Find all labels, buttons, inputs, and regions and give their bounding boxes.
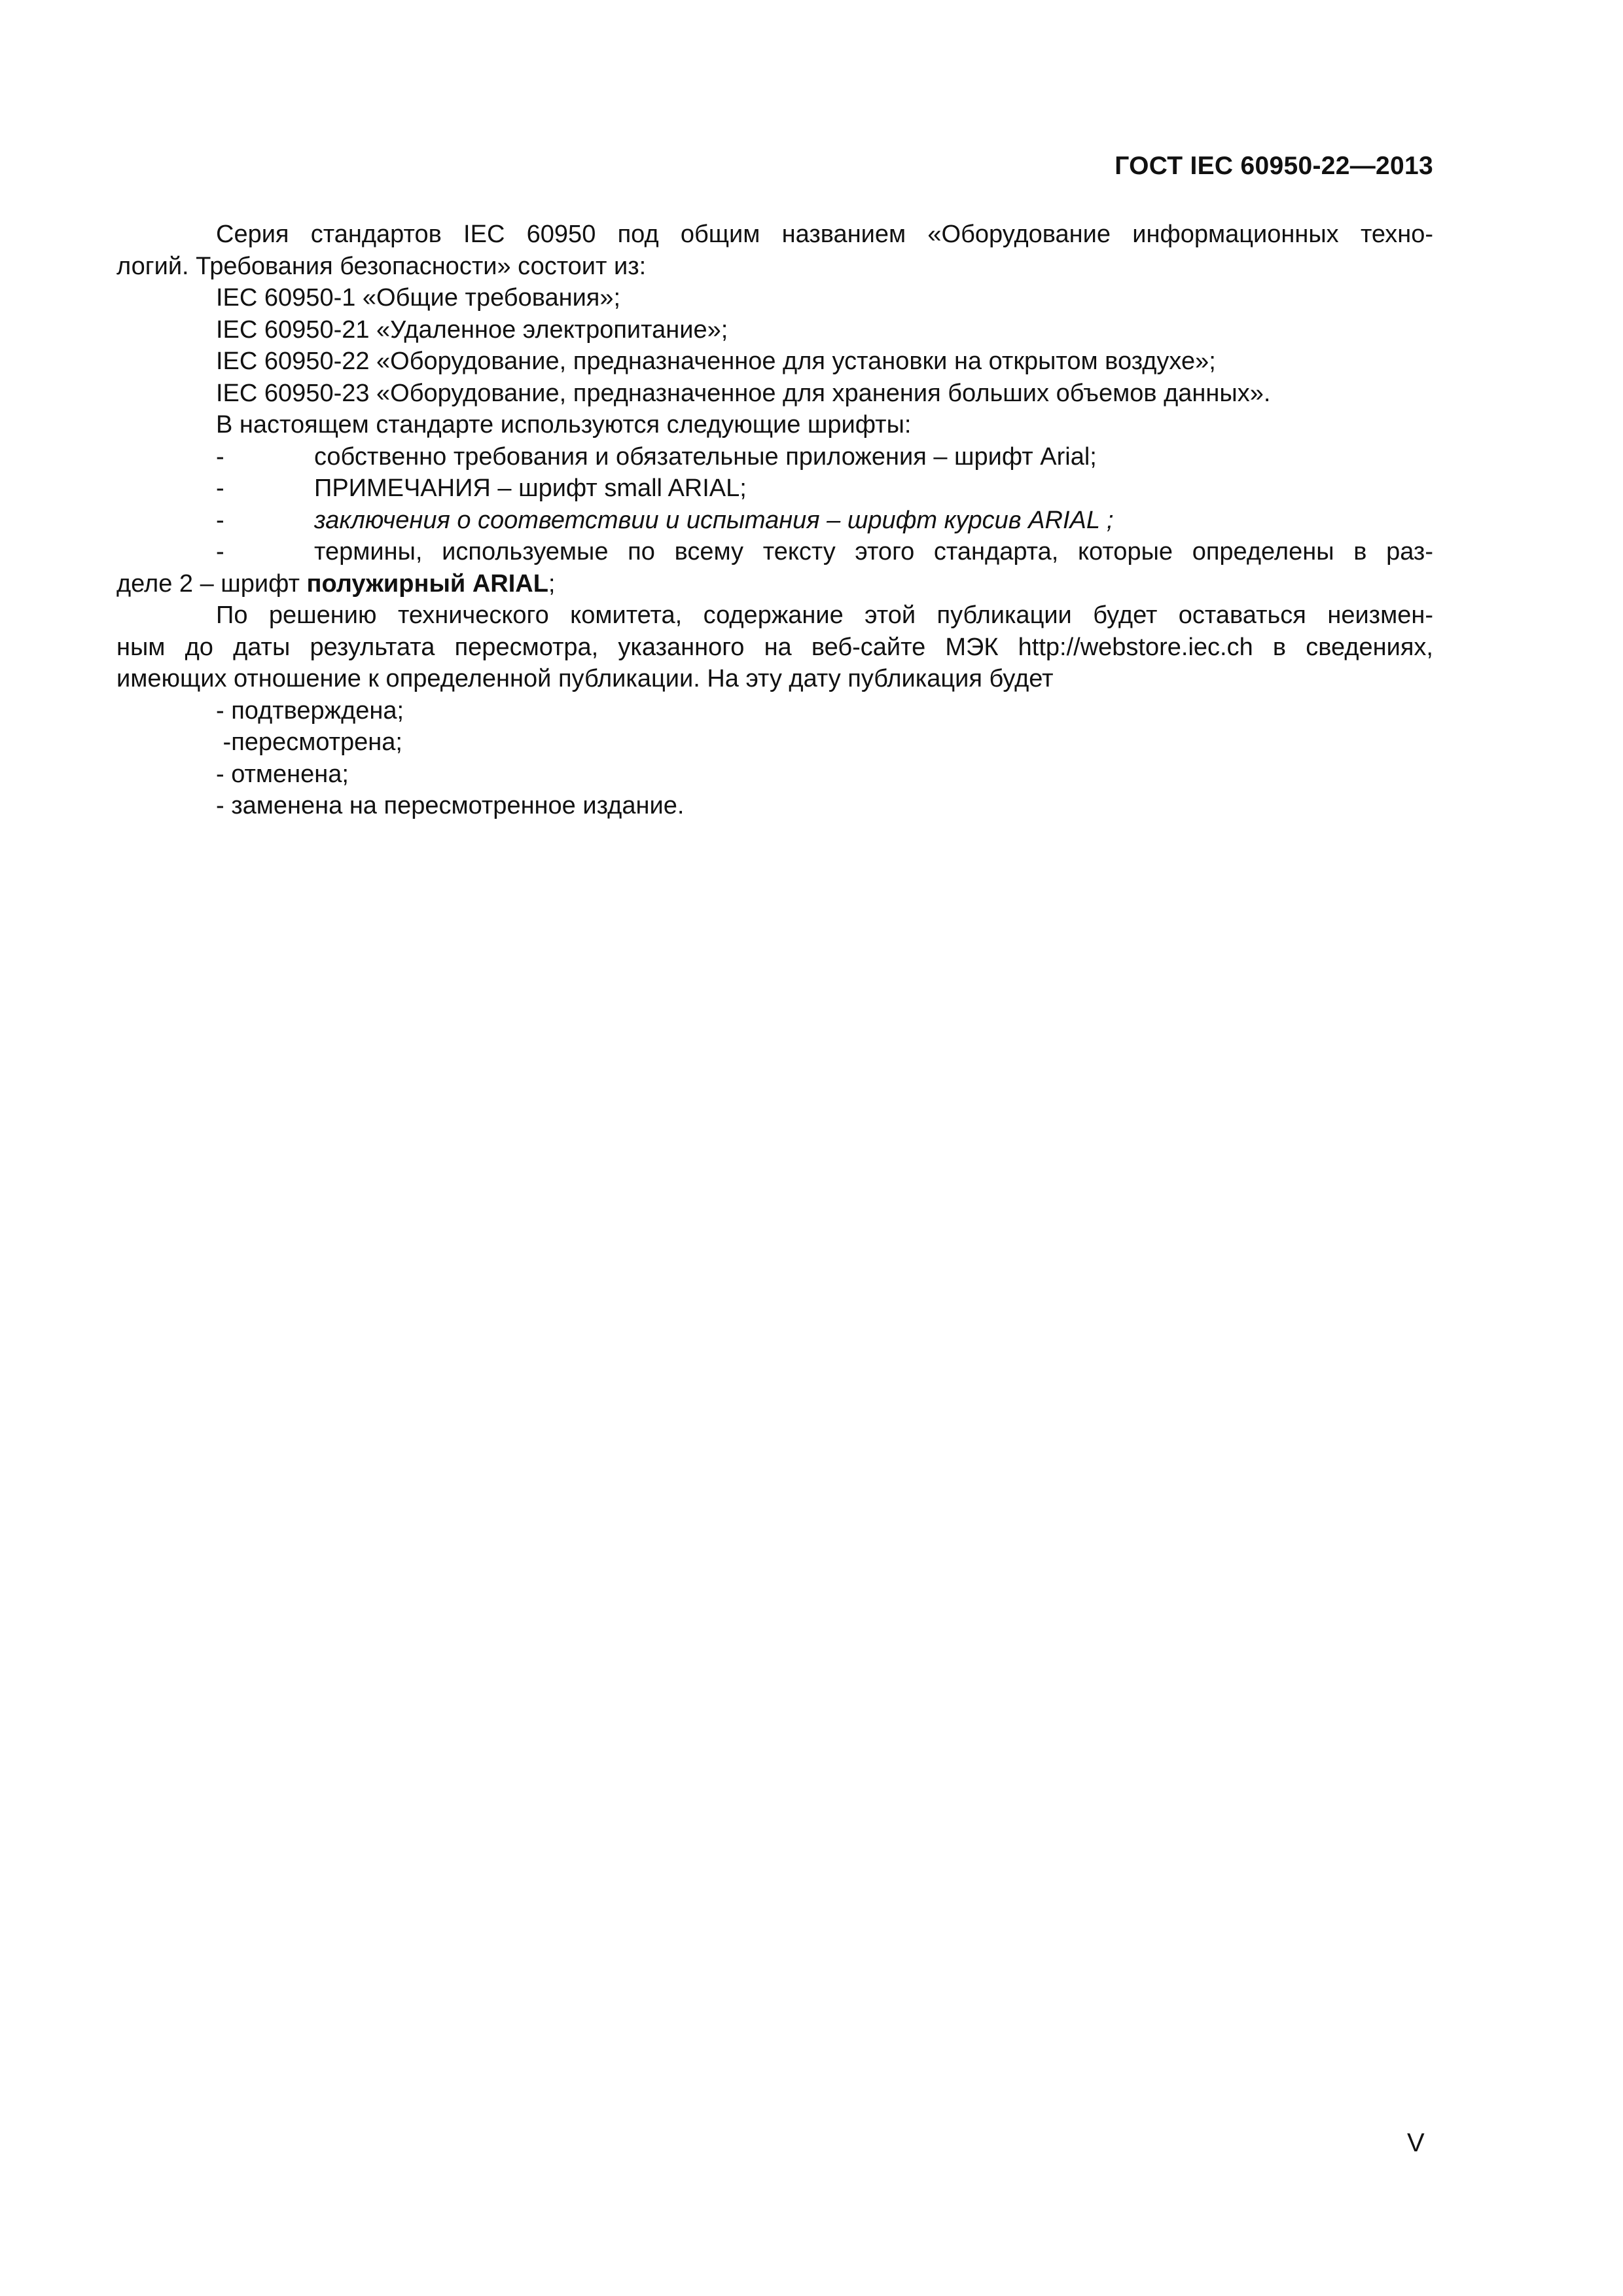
terms-continuation-suffix: ; <box>548 569 556 598</box>
series-intro-line-2: логий. Требования безопасности» состоит из: <box>116 252 647 280</box>
standard-part-22: IEC 60950-22 «Оборудование, предназначенное для установки на открытом воздухе»; <box>216 348 1216 375</box>
font-item-text: заключения о соответствии и испытания – шрифт курсив ARIAL ; <box>314 506 1114 534</box>
committee-line-2: ным до даты результата пересмотра, указанного на веб-сайте МЭК http://webstore.iec.ch в сведениях, <box>116 633 1433 661</box>
terms-continuation <box>116 568 1433 600</box>
font-item-conformance <box>116 505 1433 537</box>
document-header: ГОСТ IEC 60950-22—2013 <box>1115 152 1433 180</box>
committee-line-3: имеющих отношение к определенной публикации. На эту дату публикация будет <box>116 665 1054 692</box>
outcome-withdrawn: - отменена; <box>216 760 349 788</box>
list-dash: - <box>216 475 224 502</box>
standard-part-23: IEC 60950-23 «Оборудование, предназначенное для хранения больших объемов данных». <box>216 379 1271 407</box>
list-dash: - <box>216 506 224 534</box>
standard-part-21: IEC 60950-21 «Удаленное электропитание»; <box>216 315 728 344</box>
terms-continuation-prefix: деле 2 – шрифт <box>116 569 307 598</box>
fonts-intro: В настоящем стандарте используются следующие шрифты: <box>216 411 912 439</box>
committee-line-1: По решению технического комитета, содержание этой публикации будет оставаться неизмен- <box>216 601 1433 629</box>
outcome-revised: -пересмотрена; <box>216 728 402 756</box>
font-item-notes <box>116 473 1433 505</box>
document-body <box>116 219 1433 822</box>
font-item-text: ПРИМЕЧАНИЯ – шрифт small ARIAL; <box>314 475 747 502</box>
font-item-text: собственно требования и обязательные приложения – шрифт Arial; <box>314 442 1097 471</box>
series-intro-line-1: Серия стандартов IEC 60950 под общим названием «Оборудование информационных техно- <box>216 221 1433 248</box>
outcome-confirmed: - подтверждена; <box>216 696 404 725</box>
standard-part-1: IEC 60950-1 «Общие требования»; <box>216 284 621 312</box>
list-dash: - <box>216 442 224 471</box>
font-item-terms <box>116 536 1433 568</box>
page-number: V <box>1407 2128 1425 2157</box>
list-dash: - <box>216 538 224 565</box>
font-item-requirements <box>116 441 1433 473</box>
terms-continuation-bold: полужирный ARIAL <box>306 569 548 598</box>
outcome-replaced: - заменена на пересмотренное издание. <box>216 792 685 819</box>
font-item-text: термины, используемые по всему тексту этого стандарта, которые определены в раз- <box>314 538 1433 565</box>
